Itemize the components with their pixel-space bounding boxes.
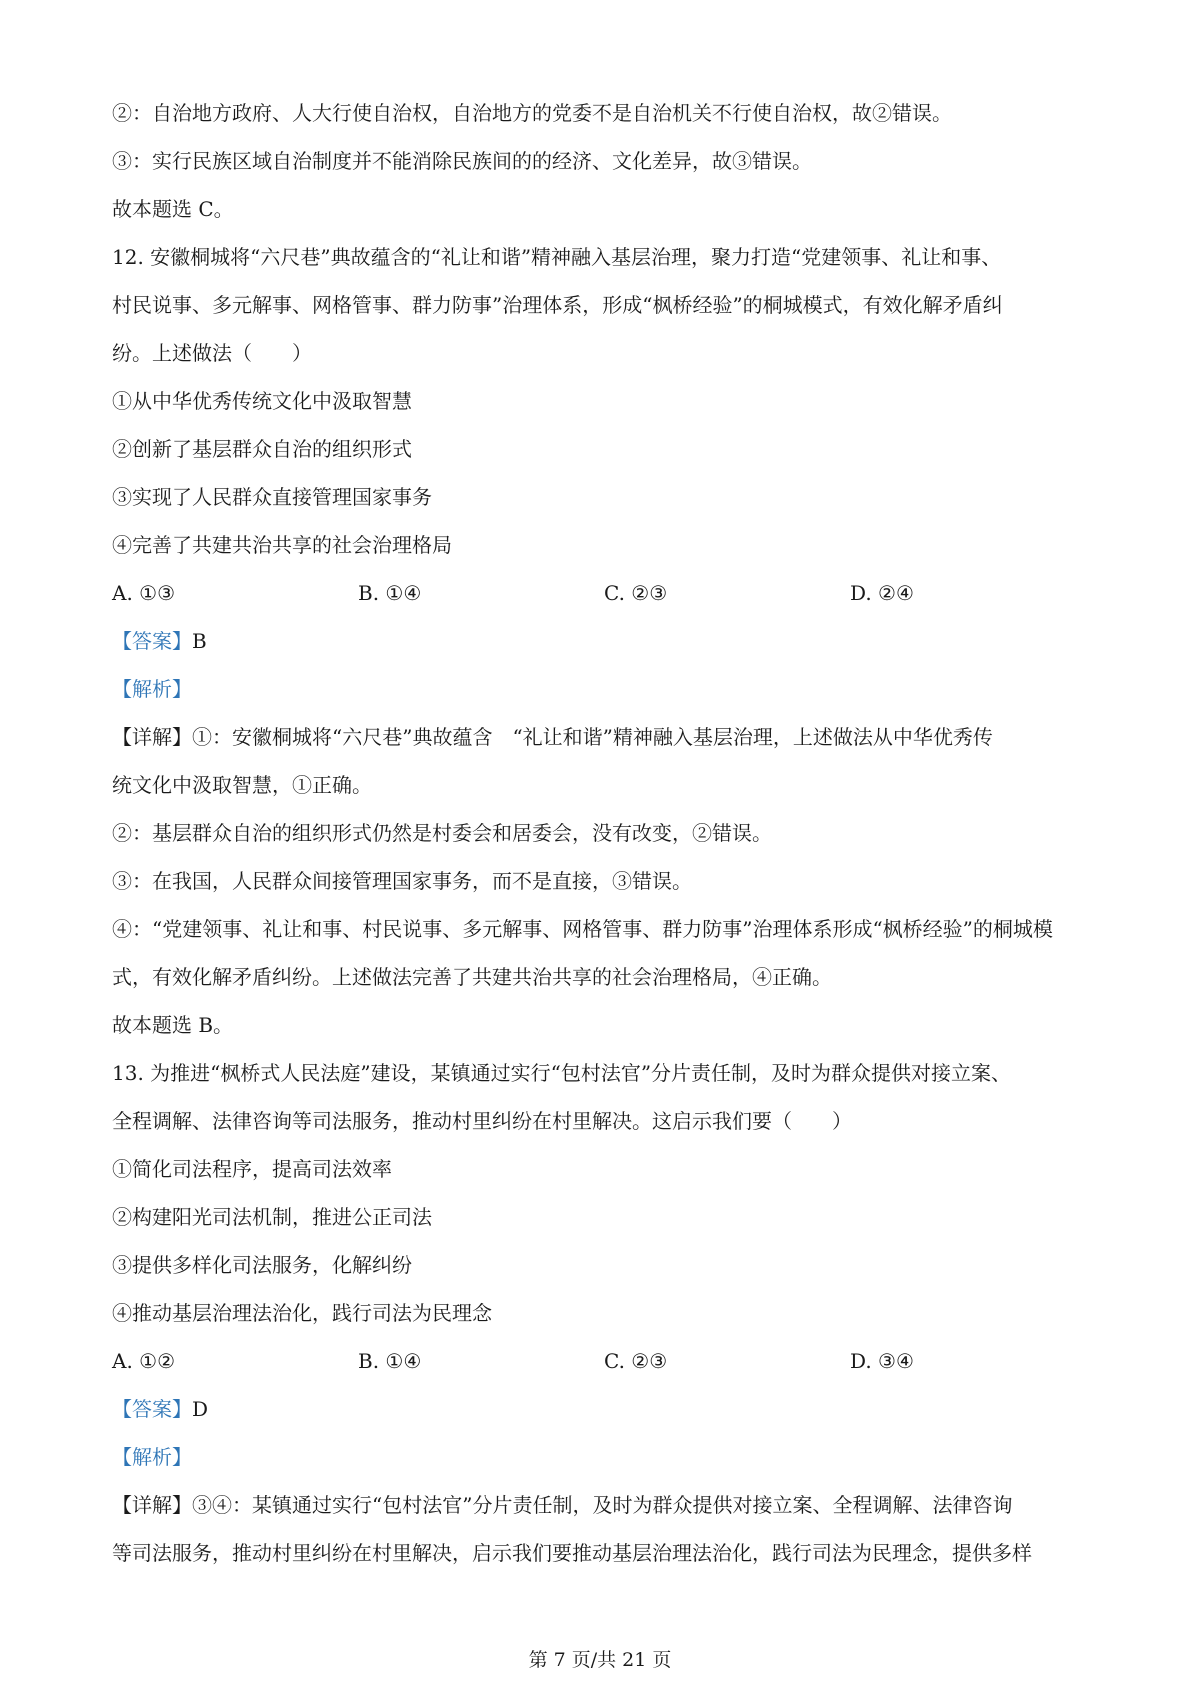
q12-answer bbox=[112, 626, 1102, 656]
q13-detail-line-1: 【详解】③④：某镇通过实行“包村法官”分片责任制，及时为群众提供对接立案、全程调解、法律咨询 bbox=[112, 1493, 1013, 1517]
prev-analysis-line-2: ②：自治地方政府、人大行使自治权，自治地方的党委不是自治机关不行使自治权，故②错误。 bbox=[112, 101, 952, 125]
q13-item-1: ①简化司法程序，提高司法效率 bbox=[112, 1157, 392, 1181]
q12-stem-line-2: 村民说事、多元解事、网格管事、群力防事”治理体系，形成“枫桥经验”的桐城模式，有效化解矛盾纠 bbox=[112, 293, 1003, 317]
q13-option-d: D. ③④ bbox=[850, 1349, 914, 1373]
q12-detail-line-4: ③：在我国，人民群众间接管理国家事务，而不是直接，③错误。 bbox=[112, 869, 692, 893]
q12-item-2: ②创新了基层群众自治的组织形式 bbox=[112, 437, 412, 461]
q13-stem-line-1: 13. 为推进“枫桥式人民法庭”建设，某镇通过实行“包村法官”分片责任制，及时为群众提供对接立案、 bbox=[112, 1061, 1012, 1085]
q13-item-2: ②构建阳光司法机制，推进公正司法 bbox=[112, 1205, 432, 1229]
q12-detail-line-6: 式，有效化解矛盾纠纷。上述做法完善了共建共治共享的社会治理格局，④正确。 bbox=[112, 965, 832, 989]
q12-option-c: C. ②③ bbox=[604, 581, 668, 605]
q13-item-3: ③提供多样化司法服务，化解纠纷 bbox=[112, 1253, 412, 1277]
page-number: 第 7 页/共 21 页 bbox=[528, 1649, 672, 1671]
q12-item-1: ①从中华优秀传统文化中汲取智慧 bbox=[112, 389, 412, 413]
q12-detail-line-1: 【详解】①：安徽桐城将“六尺巷”典故蕴含 “礼让和谐”精神融入基层治理，上述做法从中华优秀传 bbox=[112, 725, 993, 749]
q13-answer bbox=[112, 1394, 1102, 1424]
q13-stem-line-2: 全程调解、法律咨询等司法服务，推动村里纠纷在村里解决。这启示我们要（ ） bbox=[112, 1109, 852, 1133]
q12-detail-line-2: 统文化中汲取智慧，①正确。 bbox=[112, 773, 372, 797]
q13-analysis-tag: 【解析】 bbox=[112, 1445, 192, 1469]
q12-item-3: ③实现了人民群众直接管理国家事务 bbox=[112, 485, 432, 509]
q12-detail-line-3: ②：基层群众自治的组织形式仍然是村委会和居委会，没有改变，②错误。 bbox=[112, 821, 772, 845]
q13-option-a: A. ①② bbox=[112, 1349, 176, 1373]
q12-option-d: D. ②④ bbox=[850, 581, 914, 605]
q12-detail-line-5: ④：“党建领事、礼让和事、村民说事、多元解事、网格管事、群力防事”治理体系形成“枫桥经验”的桐城模 bbox=[112, 917, 1053, 941]
q13-item-4: ④推动基层治理法治化，践行司法为民理念 bbox=[112, 1301, 492, 1325]
prev-conclusion: 故本题选 C。 bbox=[112, 197, 234, 221]
q13-answer-value: D bbox=[192, 1397, 209, 1421]
q13-answer-tag: 【答案】 bbox=[112, 1397, 192, 1421]
q12-answer-value: B bbox=[192, 629, 207, 653]
prev-analysis-line-3: ③：实行民族区域自治制度并不能消除民族间的的经济、文化差异，故③错误。 bbox=[112, 149, 812, 173]
q13-detail-line-2: 等司法服务，推动村里纠纷在村里解决，启示我们要推动基层治理法治化，践行司法为民理念，提供多样 bbox=[112, 1541, 1032, 1565]
q12-stem-line-1: 12. 安徽桐城将“六尺巷”典故蕴含的“礼让和谐”精神融入基层治理，聚力打造“党建领事、礼让和事、 bbox=[112, 245, 1002, 269]
q12-item-4: ④完善了共建共治共享的社会治理格局 bbox=[112, 533, 452, 557]
q12-stem-line-3: 纷。上述做法（ ） bbox=[112, 341, 312, 365]
q13-option-b: B. ①④ bbox=[358, 1349, 422, 1373]
q12-analysis-tag: 【解析】 bbox=[112, 677, 192, 701]
q12-option-a: A. ①③ bbox=[112, 581, 176, 605]
q13-option-c: C. ②③ bbox=[604, 1349, 668, 1373]
q12-option-b: B. ①④ bbox=[358, 581, 422, 605]
q12-answer-tag: 【答案】 bbox=[112, 629, 192, 653]
q12-conclusion: 故本题选 B。 bbox=[112, 1013, 234, 1037]
